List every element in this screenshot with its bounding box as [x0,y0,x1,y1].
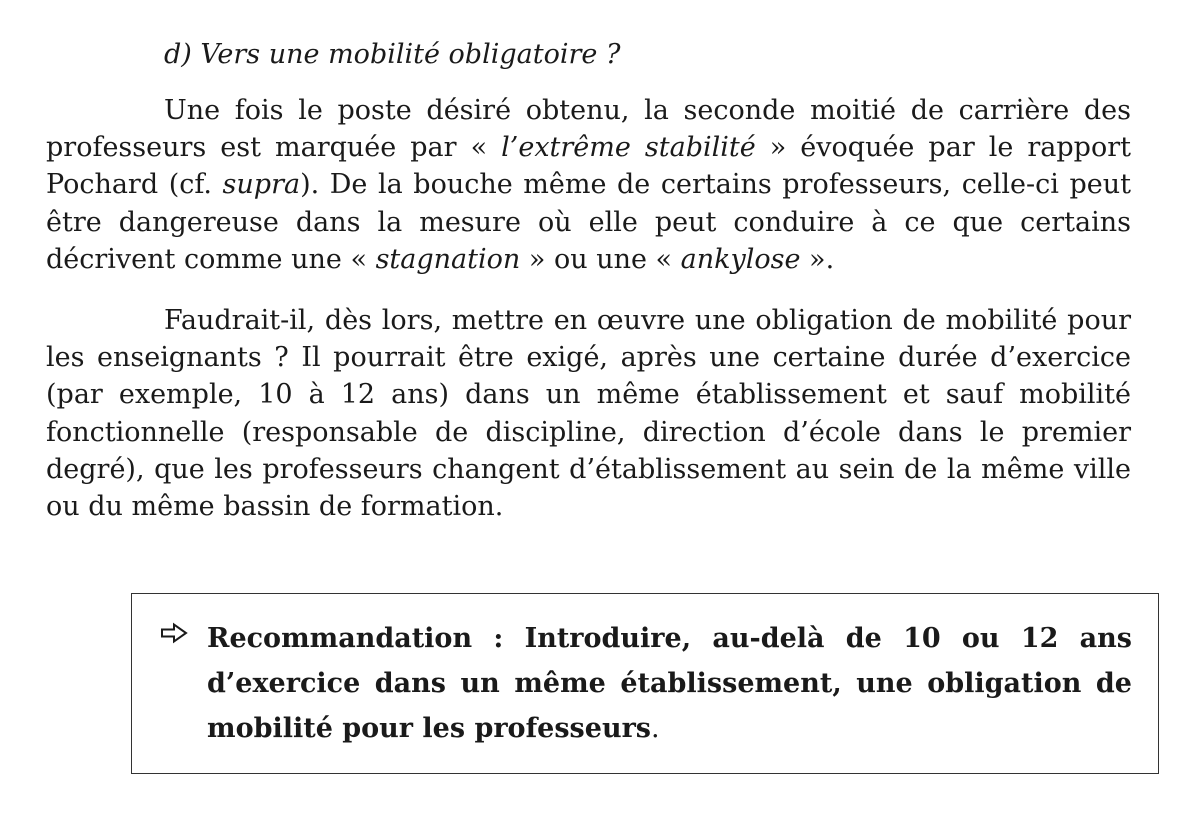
paragraph-text: » ou une « [520,243,681,275]
quote-extreme-stability: l’extrême stabilité [501,132,756,164]
recommendation-text [207,616,1132,751]
quote-ankylose: ankylose [680,243,801,275]
supra-reference: supra [222,169,301,201]
section-heading: d) Vers une mobilité obligatoire ? [164,39,621,70]
paragraph-mobility-obligation: Faudrait-il, dès lors, mettre en œuvre une obligation de mobilité pour les enseignants ? Il pourrait être exigé, après une certaine durée d’exercice (par exemple, 10 à 12 ans) dans un même établissement et sauf mobilité fonctionnelle (responsable de discipline, direction d’école dans le premier degré), que les professeurs changent d’établissement au sein de la même ville ou du même bassin de formation. [46,305,1131,523]
recommendation-period: . [651,713,660,744]
paragraph-text: ». [800,243,835,275]
paragraph-text: Une fois le poste désiré obtenu, la seconde moitié de carrière des professeurs est marquée par « [46,95,1131,164]
recommendation-body: Recommandation : Introduire, au-delà de 10 ou 12 ans d’exercice dans un même établissement, une obligation de mobilité pour les professeurs [207,623,1132,744]
quote-stagnation: stagnation [375,243,521,275]
paragraph-stability [46,92,1131,278]
recommendation-box [131,593,1159,774]
paragraph-text: » évoquée par le rapport Pochard (cf. [46,132,1131,201]
paragraph-text: ). De la bouche même de certains professeurs, celle-ci peut être dangereuse dans la mesure où elle peut conduire à ce que certains décrivent comme une « [46,169,1131,275]
outline-right-arrow-icon [160,622,188,644]
